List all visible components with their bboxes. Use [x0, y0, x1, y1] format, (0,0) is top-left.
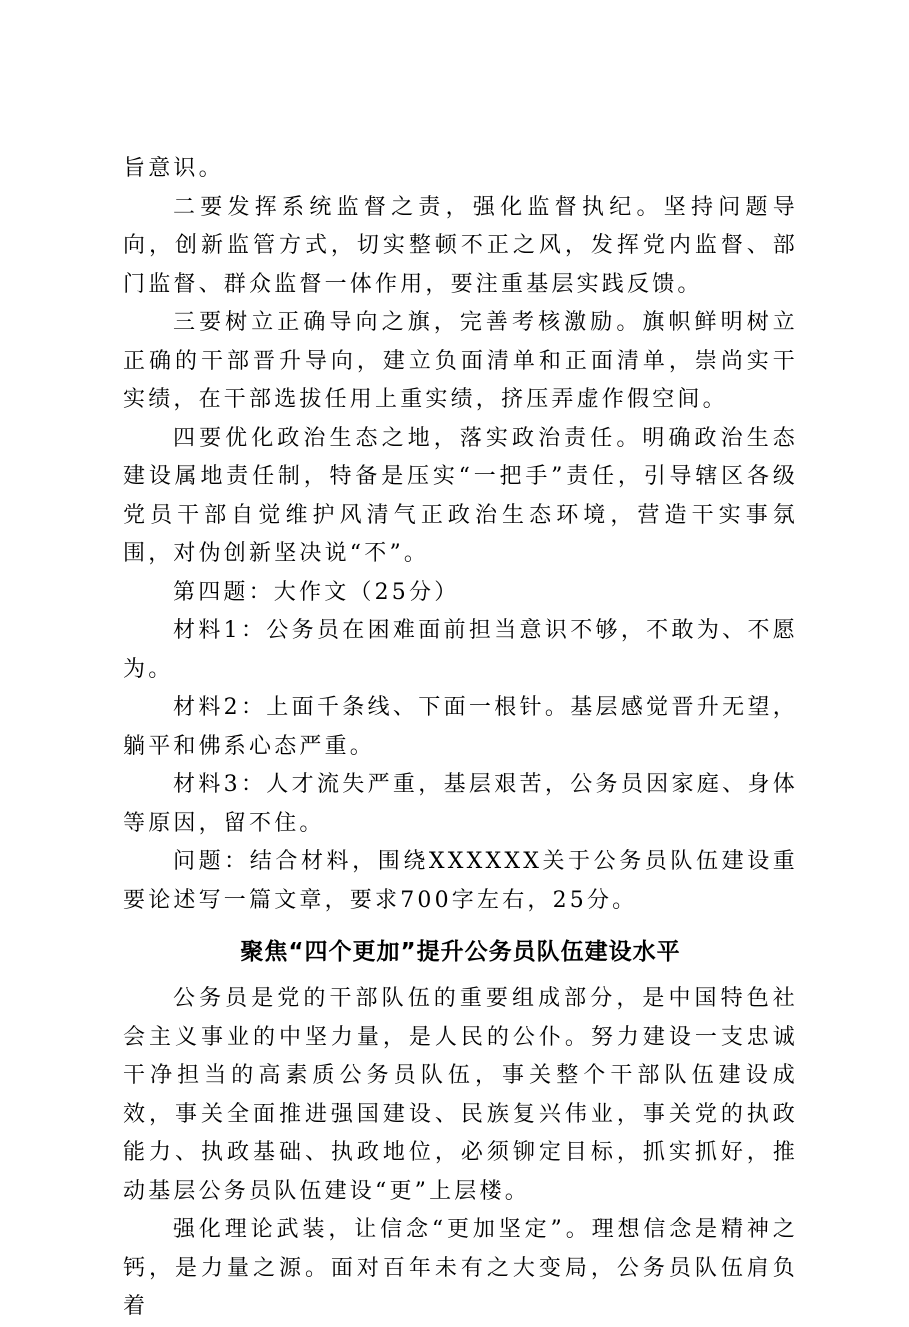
material-1: 材料1：公务员在困难面前担当意识不够，不敢为、不愿为。: [123, 618, 798, 682]
essay-title: 聚焦“四个更加”提升公务员队伍建设水平: [240, 939, 681, 965]
paragraph-supervision: 二要发挥系统监督之责，强化监督执纪。坚持问题导向，创新监管方式，切实整顿不正之风，发挥党内监督、部门监督、群众监督一体作用，要注重基层实践反馈。: [123, 194, 798, 297]
paragraph-political-ecology: 四要优化政治生态之地，落实政治责任。明确政治生态建设属地责任制，特备是压实“一把手”责任，引导辖区各级党员干部自觉维护风清气正政治生态环境，营造干实事氛围，对伪创新坚决说“不”。: [123, 425, 798, 566]
question-prompt: 问题：结合材料，围绕XXXXXX关于公务员队伍建设重要论述写一篇文章，要求700字左右，25分。: [123, 849, 798, 913]
question-four-heading: 第四题：大作文（25分）: [173, 579, 460, 605]
paragraph-continuation: 旨意识。: [123, 156, 224, 181]
essay-paragraph-intro: 公务员是党的干部队伍的重要组成部分，是中国特色社会主义事业的中坚力量，是人民的公仆。努力建设一支忠诚干净担当的高素质公务员队伍，事关整个干部队伍建设成效，事关全面推进强国建设、民族复兴伟业，事关党的执政能力、执政基础、执政地位，必须铆定目标，抓实抓好，推动基层公务员队伍建设“更”上层楼。: [123, 986, 798, 1204]
material-2: 材料2：上面千条线、下面一根针。基层感觉晋升无望，躺平和佛系心态严重。: [123, 695, 798, 759]
paragraph-guidance: 三要树立正确导向之旗，完善考核激励。旗帜鲜明树立正确的干部晋升导向，建立负面清单和正面清单，崇尚实干实绩，在干部选拔任用上重实绩，挤压弄虚作假空间。: [123, 310, 798, 412]
document-body: [123, 150, 798, 1327]
essay-paragraph-theory: 强化理论武装，让信念“更加坚定”。理想信念是精神之钙，是力量之源。面对百年未有之大变局，公务员队伍肩负着: [123, 1217, 798, 1319]
material-3: 材料3：人才流失严重，基层艰苦，公务员因家庭、身体等原因，留不住。: [123, 772, 798, 836]
